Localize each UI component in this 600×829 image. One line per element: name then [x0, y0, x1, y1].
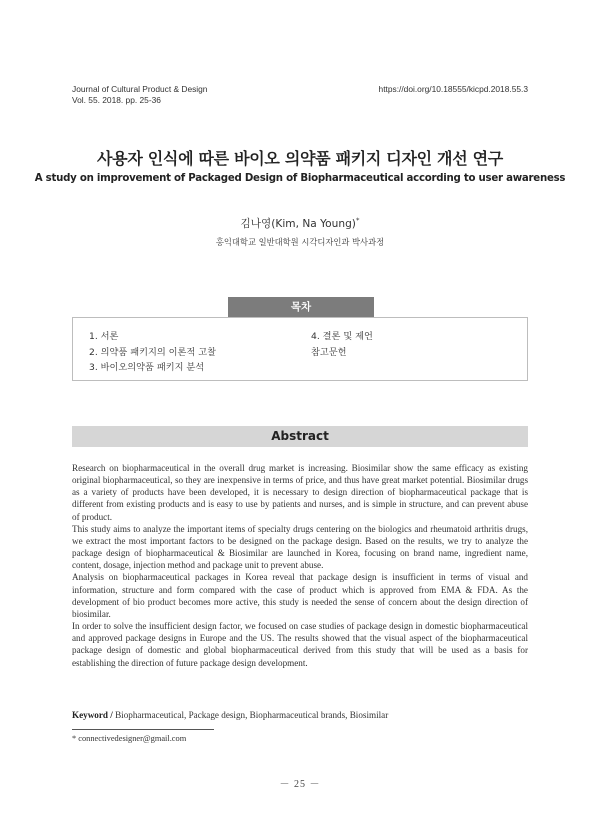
abstract-paragraph: Research on biopharmaceutical in the overall drug market is increasing. Biosimilar show the same efficacy as existing original biopharmaceutical, so they are inexpensive in terms of price, and thus have great market potential. Biosimilar drugs as a variety of products have been developed, it is necessary to design direction of biopharmaceutical package that is different from existing products and is easy to use by patients and nurses, and is simple in structure, and can prevent abuse of product. [72, 463, 528, 522]
author-line [0, 216, 600, 231]
doi-link[interactable]: https://doi.org/10.18555/kicpd.2018.55.3 [378, 84, 528, 94]
toc-item: 1. 서론 [89, 331, 119, 342]
toc-item: 참고문헌 [311, 346, 347, 358]
paper-title-korean: 사용자 인식에 따른 바이오 의약품 패키지 디자인 개선 연구 [97, 149, 503, 168]
toc-column-left [89, 329, 216, 376]
abstract-body [72, 462, 528, 669]
keywords [72, 710, 528, 720]
toc-item: 3. 바이오의약품 패키지 분석 [89, 362, 205, 374]
author-name: 김나영(Kim, Na Young) [240, 218, 356, 230]
footnote-divider [72, 729, 214, 730]
toc-item: 4. 결론 및 제언 [311, 331, 373, 342]
author-email: connectivedesigner@gmail.com [78, 734, 187, 743]
footnote [72, 734, 186, 743]
page-number: － 25 － [279, 779, 321, 790]
abstract-heading: Abstract [72, 426, 528, 447]
journal-name: Journal of Cultural Product & Design [72, 84, 208, 94]
journal-volume: Vol. 55. 2018. pp. 25-36 [72, 94, 161, 105]
keyword-label: Keyword / [72, 710, 113, 720]
abstract-paragraph: Analysis on biopharmaceutical packages in Korea reveal that package design is insufficient in terms of visual and information, structure and form compared with the case of product which is approved from EMA & FDA. As the development of bio product becomes more active, this study is needed the sense of concern about the design direction of biosimilar. [72, 572, 528, 619]
toc-heading: 목차 [228, 297, 374, 317]
author-footnote-mark: * [355, 216, 360, 225]
paper-title-english: A study on improvement of Packaged Design of Biopharmaceutical according to user awareness [34, 173, 566, 184]
journal-info [72, 84, 207, 105]
toc-item: 2. 의약품 패키지의 이론적 고찰 [89, 346, 216, 358]
abstract-paragraph: This study aims to analyze the important items of specialty drugs centering on the biologics and rheumatoid arthritis drugs, we extract the most important factors to be designed on the package design. Based on the results, we try to analyze the package design of biopharmaceutical & Biosimilar are launched in Korea, focusing on brand name, ingredient name, content, dosage, injection method and package unit to prevent abuse. [72, 523, 528, 571]
footnote-mark: * [72, 734, 77, 743]
abstract-paragraph: In order to solve the insufficient design factor, we focused on case studies of package design in domestic biopharmaceutical and approved package designs in Europe and the US. The results showed that the visual aspect of the biopharmaceutical package design of domestic and global biopharmaceutical derived from this study that will be used as a basis for establishing the direction of future package design development. [72, 621, 528, 668]
author-affiliation: 홍익대학교 일반대학원 시각디자인과 박사과정 [215, 237, 385, 247]
toc-column-right [311, 329, 373, 360]
keyword-list: Biopharmaceutical, Package design, Biopharmaceutical brands, Biosimilar [115, 710, 389, 720]
table-of-contents [72, 317, 528, 381]
